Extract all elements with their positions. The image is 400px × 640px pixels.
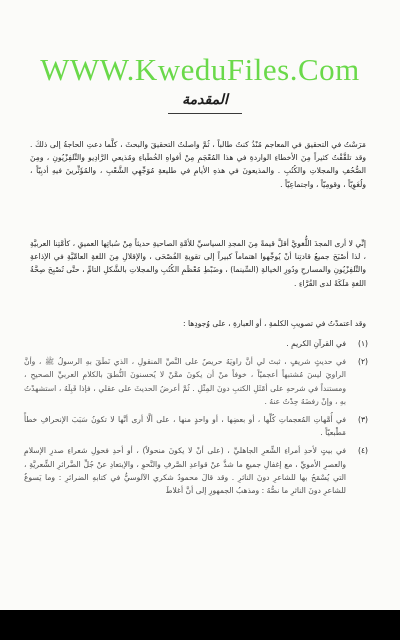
- item-text: في أُمَّهاتِ المُعجماتِ كُلِّها ، أو بعضِها ، أو واحدٍ منها ، على ألَّا أرى أنَّها لا تكونُ سَبَبَ الإنحرافِ خطأً مَطْبعيّاً .: [24, 415, 346, 438]
- list-intro: وقد اعتمدْتُ في تصويبِ الكلمةِ ، أو العبارةِ ، على وُجودِها :: [183, 319, 366, 328]
- paragraph-1: مَرَسْتُ في التحقيق في المعاجم مُنْذُ كنتُ طالباً ، ثُمَّ واصلتُ التحقيقَ والبحثَ ، كلَّما دعتِ الحاجةُ إلى ذلكَ . وقد تلقَّفْتُ كثيراً مِنَ الأخطاءِ الواردةِ في هذا المُعْجَمِ مِنْ أفواهِ الخُطَباءِ ومُذيعي الرَّادِيو والتِّلفِزْيُونِ ، ومِنَ الصُّحُفِ والمجلاتِ والكُتُبِ . والمذيعونَ في هذهِ الأيامِ في طليعةِ مُوَجِّهِي الشَّعْبِ ، والمُؤَثِّرينَ فيهِ أدبِيّاً ، ولُغَوِيّاً ، وقومِيّاً ، واجتماعِيّاً .: [30, 140, 366, 189]
- list-item: [24, 413, 368, 439]
- watermark: WWW.KweduFiles.Com: [40, 52, 360, 87]
- list-item: [24, 337, 368, 350]
- chapter-heading: المقدمة: [182, 92, 228, 108]
- bottom-black-band: [0, 610, 400, 640]
- item-number: (٢): [357, 357, 368, 367]
- sources-list: [24, 337, 368, 502]
- item-number: (٣): [357, 415, 368, 425]
- item-number: (١): [357, 339, 368, 348]
- paragraph-2: إنِّي لا أرى المجدَ اللُّغويَّ أقلَّ قيمةً مِنَ المجدِ السياسيِّ للأمَّةِ الصاحيةِ حديثاً مِنْ سُباتِها العميقِ ، كأمَّتِنا العربيَّةِ ، لذا أصْبَحَ جميعُ قادتِنا أنْ يُوجِّهوا اهتماماً كبيراً إلى تقويةِ الفُصْحَى ، والإقلالِ مِنَ اللغةِ العامِّيَّةِ في الإذاعةِ والتِّلفِزْيُونِ والمسارحِ ودُورِ الخيالةِ (السِّينما) ، وضَبْطِ مُعْظَمِ الكُتُبِ والمجلاتِ بالشَّكلِ التامِّ ، حتَّى تُصْبِحَ صِحَّةُ اللغةِ مَلَكَةً لدى القُرَّاءِ .: [30, 239, 366, 288]
- list-item: [24, 355, 368, 408]
- item-number: (٤): [357, 446, 368, 456]
- item-text: في حديثٍ شريفٍ ، ثبتَ لي أنَّ راويَهُ حريصٌ على النَّصِّ المنقولِ ، الذي نَطَقَ بهِ الرسولُ ﷺ ، وأنَّ الراويَ ليسَ مُشتبهاً أعجميّاً ، خوفاً منْ أن يكونَ ممَّنْ لا يُحسنونَ النُّطقَ بالكلامِ العربيِّ الصحيحِ ، ومستنداً في شرحهِ على أمْثَلِ الكتبِ دونَ المِثْلِ . ثُمَّ أعرضُ الحديثَ على عقلي ، فإذا قَبِلَهُ ، استشهدْتُ بهِ ، وإنْ رفضَهُ حِدْتُ عنهُ .: [24, 357, 346, 406]
- list-item: [24, 444, 368, 497]
- item-text: في القرآنِ الكريمِ .: [286, 339, 346, 348]
- item-text: في بيتٍ لأحدِ أمراءِ الشِّعرِ الجاهليِّ ، (على أنْ لا يكونَ منحولاً) ، أو أحدِ فحولِ شعراءِ صدرِ الإسلامِ والعصرِ الأمويِّ ، مع إغفالِ جميعِ ما شذَّ عنْ قواعدِ الصَّرفِ والنَّحوِ ، والإبتعادِ عنْ جُلِّ الضَّرائرِ الشِّعريَّةِ ، التي يُسْمَحُ بها للشاعرِ دونَ الناثرِ . وقد قالَ محمودُ شكري الآلوسيُّ في كتابهِ الضرائرِ : وما يَسوغُ للشاعرِ دونَ الناثرِ ما نصُّهُ : ومذهبُ الجمهورِ إلى أنَّ أغلاطَ: [24, 446, 346, 496]
- heading-underline: [168, 113, 242, 114]
